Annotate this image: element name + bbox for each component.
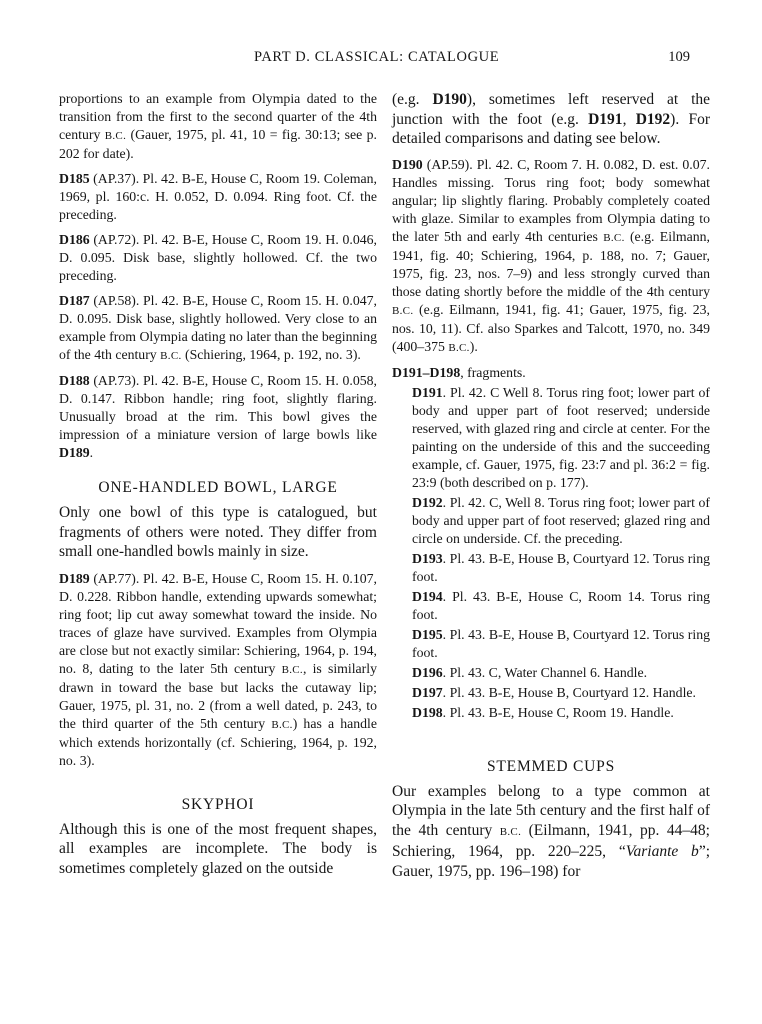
- entry-id: D194: [412, 588, 443, 604]
- catalogue-entry-d194: D194. Pl. 43. B-E, House C, Room 14. Torus ring foot.: [412, 588, 710, 622]
- entry-id: D191: [412, 384, 443, 400]
- section-intro: Our examples belong to a type common at Olympia in the late 5th century and the first half of the 4th century B.C. (Eilmann, 1941, pp. 44–48; Schiering, 1964, pp. 220–225, “Variante b”; Gauer, 1975, pp. 196–198) for: [392, 782, 710, 880]
- right-column: [392, 90, 710, 889]
- section-heading-stemmed-cups: STEMMED CUPS: [486, 757, 616, 775]
- catalogue-entry-d191: D191. Pl. 42. C Well 8. Torus ring foot; lower part of body and upper part of foot reserved; underside reserved, with glazed ring and circle at center. For the painting on the underside of this and the succeeding example, cf. Gauer, 1975, fig. 23:7 and pl. 36:2 = fig. 23:9 (both described on p. 177).: [412, 384, 710, 490]
- catalogue-entry-d195: D195. Pl. 43. B-E, House B, Courtyard 12. Torus ring foot.: [412, 626, 710, 660]
- entry-id: D193: [412, 550, 443, 566]
- entry-id: D197: [412, 684, 443, 700]
- entry-id: D198: [412, 704, 443, 720]
- continued-paragraph: proportions to an example from Olympia dated to the transition from the first to the second quarter of the 4th century B.C. (Gauer, 1975, pl. 41, 10 = fig. 30:13; see p. 202 for date).: [59, 91, 377, 161]
- entry-id: D189: [59, 570, 90, 586]
- catalogue-entry-d189: D189 (AP.77). Pl. 42. B-E, House C, Room 15. H. 0.107, D. 0.228. Ribbon handle, extending upwards somewhat; ring foot; lip cut away somewhat toward the inside. No traces of glaze have survived. Examples from Olympia are close but not exactly similar: Schiering, 1964, p. 194, no. 8, dating to the later 5th century B.C., is similarly drawn in toward the base but lacks the cutaway lip; Gauer, 1975, pl. 31, no. 2 (from a well dated, p. 243, to the third quarter of the 5th century B.C.) has a handle which extends horizontally (cf. Schiering, 1964, p. 192, no. 3).: [59, 570, 378, 768]
- section-heading-skyphoi: SKYPHOI: [181, 795, 255, 813]
- continued-paragraph: (e.g. D190), sometimes left reserved at the junction with the foot (e.g. D191, D192). For detailed comparisons and dating see below.: [392, 91, 711, 147]
- section-intro: Although this is one of the most frequent shapes, all examples are incomplete. The body is sometimes completely glazed on the outside: [59, 820, 377, 877]
- entry-id: D188: [59, 373, 90, 388]
- catalogue-entry-d185: D185 (AP.37). Pl. 42. B-E, House C, Room 19. Coleman, 1969, pl. 160:c. H. 0.052, D. 0.094. Ring foot. Cf. the preceding.: [59, 171, 377, 222]
- entry-id: D190: [392, 156, 423, 172]
- section-intro: Only one bowl of this type is catalogued, but fragments of others were noted. They differ from small one-handled bowls mainly in size.: [59, 504, 377, 560]
- entry-id: D192: [412, 494, 443, 510]
- entry-id: D186: [59, 232, 90, 247]
- catalogue-entry-d193: D193. Pl. 43. B-E, House B, Courtyard 12. Torus ring foot.: [412, 550, 710, 584]
- group-title-fragments: D191–D198, fragments.: [392, 364, 526, 380]
- page-number: 109: [668, 49, 690, 65]
- left-column: [59, 90, 377, 886]
- entry-id: D191–D198: [392, 364, 461, 380]
- catalogue-entry-d197: D197. Pl. 43. B-E, House B, Courtyard 12. Handle.: [412, 684, 696, 700]
- entry-id: D195: [412, 626, 443, 642]
- catalogue-entry-d187: D187 (AP.58). Pl. 42. B-E, House C, Room 15. H. 0.047, D. 0.095. Disk base, slightly hollowed. Very close to an example from Olympia dating no later than the beginning of the 4th century B.C. (Schiering, 1964, p. 192, no. 3).: [59, 293, 378, 362]
- catalogue-entry-d192: D192. Pl. 42. C, Well 8. Torus ring foot; lower part of body and upper part of foot reserved; glazed ring and circle on underside. Cf. the preceding.: [412, 494, 710, 546]
- catalogue-entry-d196: D196. Pl. 43. C, Water Channel 6. Handle.: [412, 664, 648, 680]
- entry-id: D187: [59, 293, 90, 308]
- entry-id: D185: [59, 171, 90, 186]
- catalogue-entry-d198: D198. Pl. 43. B-E, House C, Room 19. Handle.: [412, 704, 674, 720]
- entry-id: D196: [412, 664, 443, 680]
- section-heading-one-handled-bowl-large: ONE-HANDLED BOWL, LARGE: [98, 479, 338, 496]
- running-head: PART D. CLASSICAL: CATALOGUE: [254, 49, 500, 65]
- page-header: [0, 49, 762, 69]
- catalogue-entry-d186: D186 (AP.72). Pl. 42. B-E, House C, Room 19. H. 0.046, D. 0.095. Disk base, slightly hollowed. Cf. the two preceding.: [59, 232, 377, 283]
- catalogue-entry-d188: D188 (AP.73). Pl. 42. B-E, House C, Room 15. H. 0.058, D. 0.147. Ribbon handle; ring foot, slightly flaring. Unusually broad at the rim. This bowl gives the impression of a miniature version of large bowls like D189.: [59, 373, 377, 460]
- catalogue-entry-d190: D190 (AP.59). Pl. 42. C, Room 7. H. 0.082, D. est. 0.07. Handles missing. Torus ring foot; body somewhat angular; lip slightly flaring. Probably completely coated with glaze. Similar to examples from Olympia dating to the later 5th and early 4th centuries B.C. (e.g. Eilmann, 1941, fig. 40; Schiering, 1964, p. 188, no. 7; Gauer, 1975, fig. 23, nos. 7–9) and less strongly curved than those dating shortly before the middle of the 4th century B.C. (e.g. Eilmann, 1941, fig. 41; Gauer, 1975, fig. 23, nos. 10, 11). Cf. also Sparkes and Talcott, 1970, no. 349 (400–375 B.C.).: [392, 156, 710, 354]
